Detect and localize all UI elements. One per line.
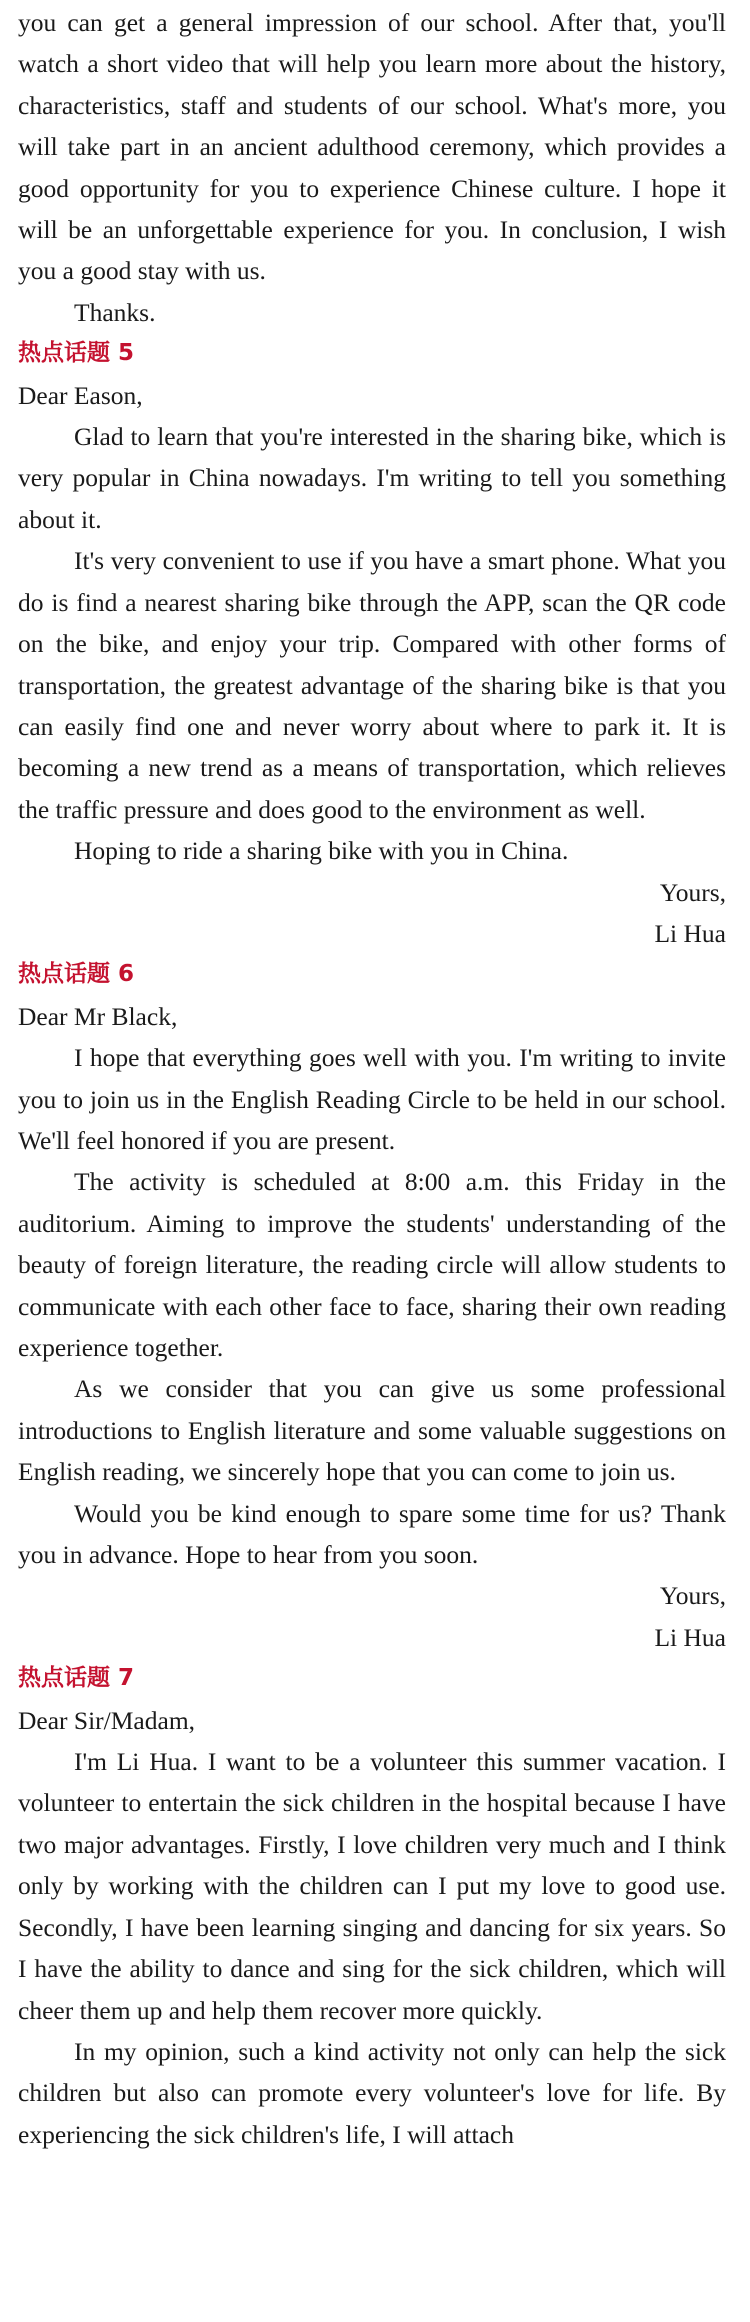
letter-paragraph: you can get a general impression of our school. After that, you'll watch a short video that will help you learn more about the history, characteristics, staff and students of our school. What's more, you will take part in an ancient adulthood ceremony, which provides a good opportunity for you to experience Chinese culture. I hope it will be an unforgettable experience for you. In conclusion, I wish you a good stay with us. <box>18 8 726 286</box>
letter-signature: Li Hua <box>654 1622 726 1652</box>
letter-salutation: Dear Mr Black, <box>18 1001 178 1031</box>
letter-signoff: Yours, <box>659 1581 726 1611</box>
letter-salutation: Dear Eason, <box>18 380 143 410</box>
letter-paragraph: I hope that everything goes well with you. I'm writing to invite you to join us in the English Reading Circle to be held in our school. We'll feel honored if you are present. <box>18 1043 726 1155</box>
letter-paragraph: The activity is scheduled at 8:00 a.m. this Friday in the auditorium. Aiming to improve the students' understanding of the beauty of foreign literature, the reading circle will allow students to communicate with each other face to face, sharing their own reading experience together. <box>18 1167 726 1362</box>
letter-paragraph: In my opinion, such a kind activity not only can help the sick children but also can promote every volunteer's love for life. By experiencing the sick children's life, I will attach <box>18 2036 726 2149</box>
letter-signature: Li Hua <box>654 918 726 948</box>
section-7 <box>18 1658 726 2155</box>
letter-paragraph: It's very convenient to use if you have a smart phone. What you do is find a nearest sharing bike through the APP, scan the QR code on the bike, and enjoy your trip. Compared with other forms of transportation, the greatest advantage of the sharing bike is that you can easily find one and never worry about where to park it. It is becoming a new trend as a means of transportation, which relieves the traffic pressure and does good to the environment as well. <box>18 546 726 824</box>
letter-paragraph: Hoping to ride a sharing bike with you in China. <box>74 836 569 866</box>
section-5 <box>18 333 726 954</box>
letter-salutation: Dear Sir/Madam, <box>18 1705 196 1735</box>
letter-paragraph: Glad to learn that you're interested in the sharing bike, which is very popular in China nowadays. I'm writing to tell you something about it. <box>18 422 726 534</box>
section-4-continued <box>18 2 726 333</box>
topic-heading: 热点话题 7 <box>18 1665 135 1692</box>
document-page <box>0 2 750 2322</box>
letter-paragraph: Would you be kind enough to spare some time for us? Thank you in advance. Hope to hear from you soon. <box>18 1498 726 1570</box>
letter-signoff: Yours, <box>659 877 726 907</box>
letter-closing: Thanks. <box>74 297 156 327</box>
topic-heading: 热点话题 6 <box>18 961 135 988</box>
letter-paragraph: I'm Li Hua. I want to be a volunteer this summer vacation. I volunteer to entertain the sick children in the hospital because I have two major advantages. Firstly, I love children very much and I think only by working with the children can I put my love to good use. Secondly, I have been learning singing and dancing for six years. So I have the ability to dance and sing for the sick children, which will cheer them up and help them recover more quickly. <box>18 1747 726 2025</box>
letter-paragraph: As we consider that you can give us some professional introductions to English literature and some valuable suggestions on English reading, we sincerely hope that you can come to join us. <box>18 1374 726 1487</box>
section-6 <box>18 954 726 1658</box>
topic-heading: 热点话题 5 <box>18 340 135 367</box>
